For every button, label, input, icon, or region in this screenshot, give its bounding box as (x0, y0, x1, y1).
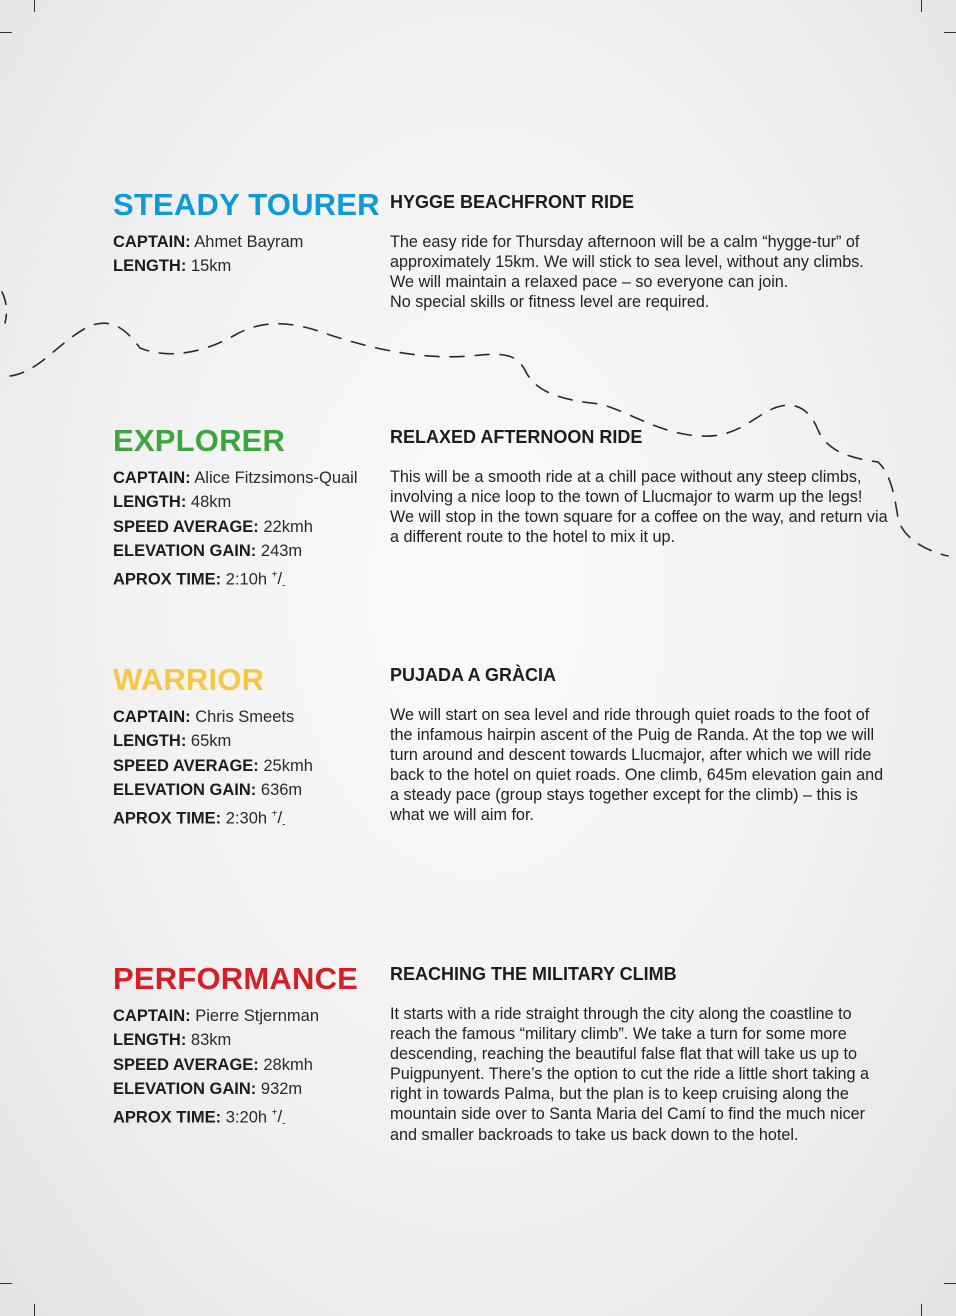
crop-mark-bottom-right-h (944, 1283, 956, 1284)
ride-stats (113, 705, 388, 838)
ride-name: EXPLORER (113, 423, 286, 458)
stat-captain: CAPTAIN: Pierre Stjernman (113, 1007, 320, 1025)
stat-captain: CAPTAIN: Chris Smeets (113, 708, 295, 726)
stat-time: APROX TIME: 2:10h $^+/_-$ (113, 569, 286, 592)
route-info (390, 426, 890, 547)
stat-elevation: ELEVATION GAIN: 636m (113, 781, 303, 800)
route-title: HYGGE BEACHFRONT RIDE (390, 192, 635, 212)
stat-time: APROX TIME: 3:20h $^+/_-$ (113, 1107, 286, 1130)
stat-length: LENGTH: 48km (113, 493, 232, 512)
stat-length: LENGTH: 15km (113, 257, 232, 276)
route-info (390, 191, 890, 312)
ride-stats (113, 466, 388, 599)
ride-info (113, 424, 388, 599)
stat-length: LENGTH: 65km (113, 732, 232, 751)
ride-info (113, 663, 388, 838)
route-description: This will be a smooth ride at a chill pace without any steep climbs, involving a nice loop to the town of Llucmajor to warm up the legs! We will stop in the town square for a coffee on the way, and return via a different route to the hotel to mix it up. (390, 468, 888, 547)
stat-elevation: ELEVATION GAIN: 932m (113, 1080, 303, 1099)
route-description: It starts with a ride straight through the city along the coastline to reach the famous “military climb”. We take a turn for some more descending, reaching the beautiful false flat that will take us up to Puigpunyent. There’s the option to cut the ride a little short taking a right in towards Palma, but the plan is to keep cruising along the mountain side over to Santa Maria del Camí to find the much nicer and smaller backroads to take us back down to the hotel. (390, 1005, 870, 1144)
stat-length: LENGTH: 83km (113, 1031, 232, 1050)
plus-minus-symbol: $^+/_-$ (271, 808, 286, 831)
ride-stats (113, 1004, 388, 1137)
stat-time: APROX TIME: 2:30h $^+/_-$ (113, 808, 286, 831)
route-description: We will start on sea level and ride through quiet roads to the foot of the infamous hairpin ascent of the Puig de Randa. At the top we will turn around and descent towards Llucmajor, after which we will ride back to the hotel on quiet roads. One climb, 645m elevation gain and a steady pace (group stays together except for the climb) – this is what we will aim for. (390, 706, 884, 825)
crop-mark-top-left-h (0, 32, 12, 33)
route-title: REACHING THE MILITARY CLIMB (390, 964, 677, 984)
route-title: PUJADA A GRÀCIA (390, 665, 557, 685)
ride-name: PERFORMANCE (113, 961, 359, 996)
crop-mark-bottom-left (34, 1304, 35, 1316)
crop-mark-bottom-right (921, 1304, 922, 1316)
ride-info (113, 962, 388, 1137)
plus-minus-symbol: $^+/_-$ (271, 1107, 286, 1130)
route-info (390, 963, 890, 1145)
plus-minus-symbol: $^+/_-$ (271, 569, 286, 592)
route-info (390, 664, 890, 826)
crop-mark-bottom-left-h (0, 1283, 12, 1284)
stat-speed: SPEED AVERAGE: 22kmh (113, 517, 313, 536)
route-description: The easy ride for Thursday afternoon will be a calm “hygge-tur” of approximately 15km. We will stick to sea level, without any climbs. We will maintain a relaxed pace – so everyone can join. No special skills or fitness level are required. (390, 233, 864, 312)
crop-mark-top-right (921, 0, 922, 12)
stat-speed: SPEED AVERAGE: 28kmh (113, 1055, 313, 1074)
ride-name: WARRIOR (113, 662, 265, 697)
route-title: RELAXED AFTERNOON RIDE (390, 427, 643, 447)
crop-mark-top-left (34, 0, 35, 12)
ride-info (113, 188, 388, 279)
stat-captain: CAPTAIN: Ahmet Bayram (113, 233, 304, 251)
crop-mark-top-right-h (944, 32, 956, 33)
ride-name: STEADY TOURER (113, 187, 380, 222)
stat-speed: SPEED AVERAGE: 25kmh (113, 756, 313, 775)
ride-stats (113, 230, 388, 279)
stat-elevation: ELEVATION GAIN: 243m (113, 542, 303, 561)
stat-captain: CAPTAIN: Alice Fitzsimons-Quail (113, 469, 358, 487)
